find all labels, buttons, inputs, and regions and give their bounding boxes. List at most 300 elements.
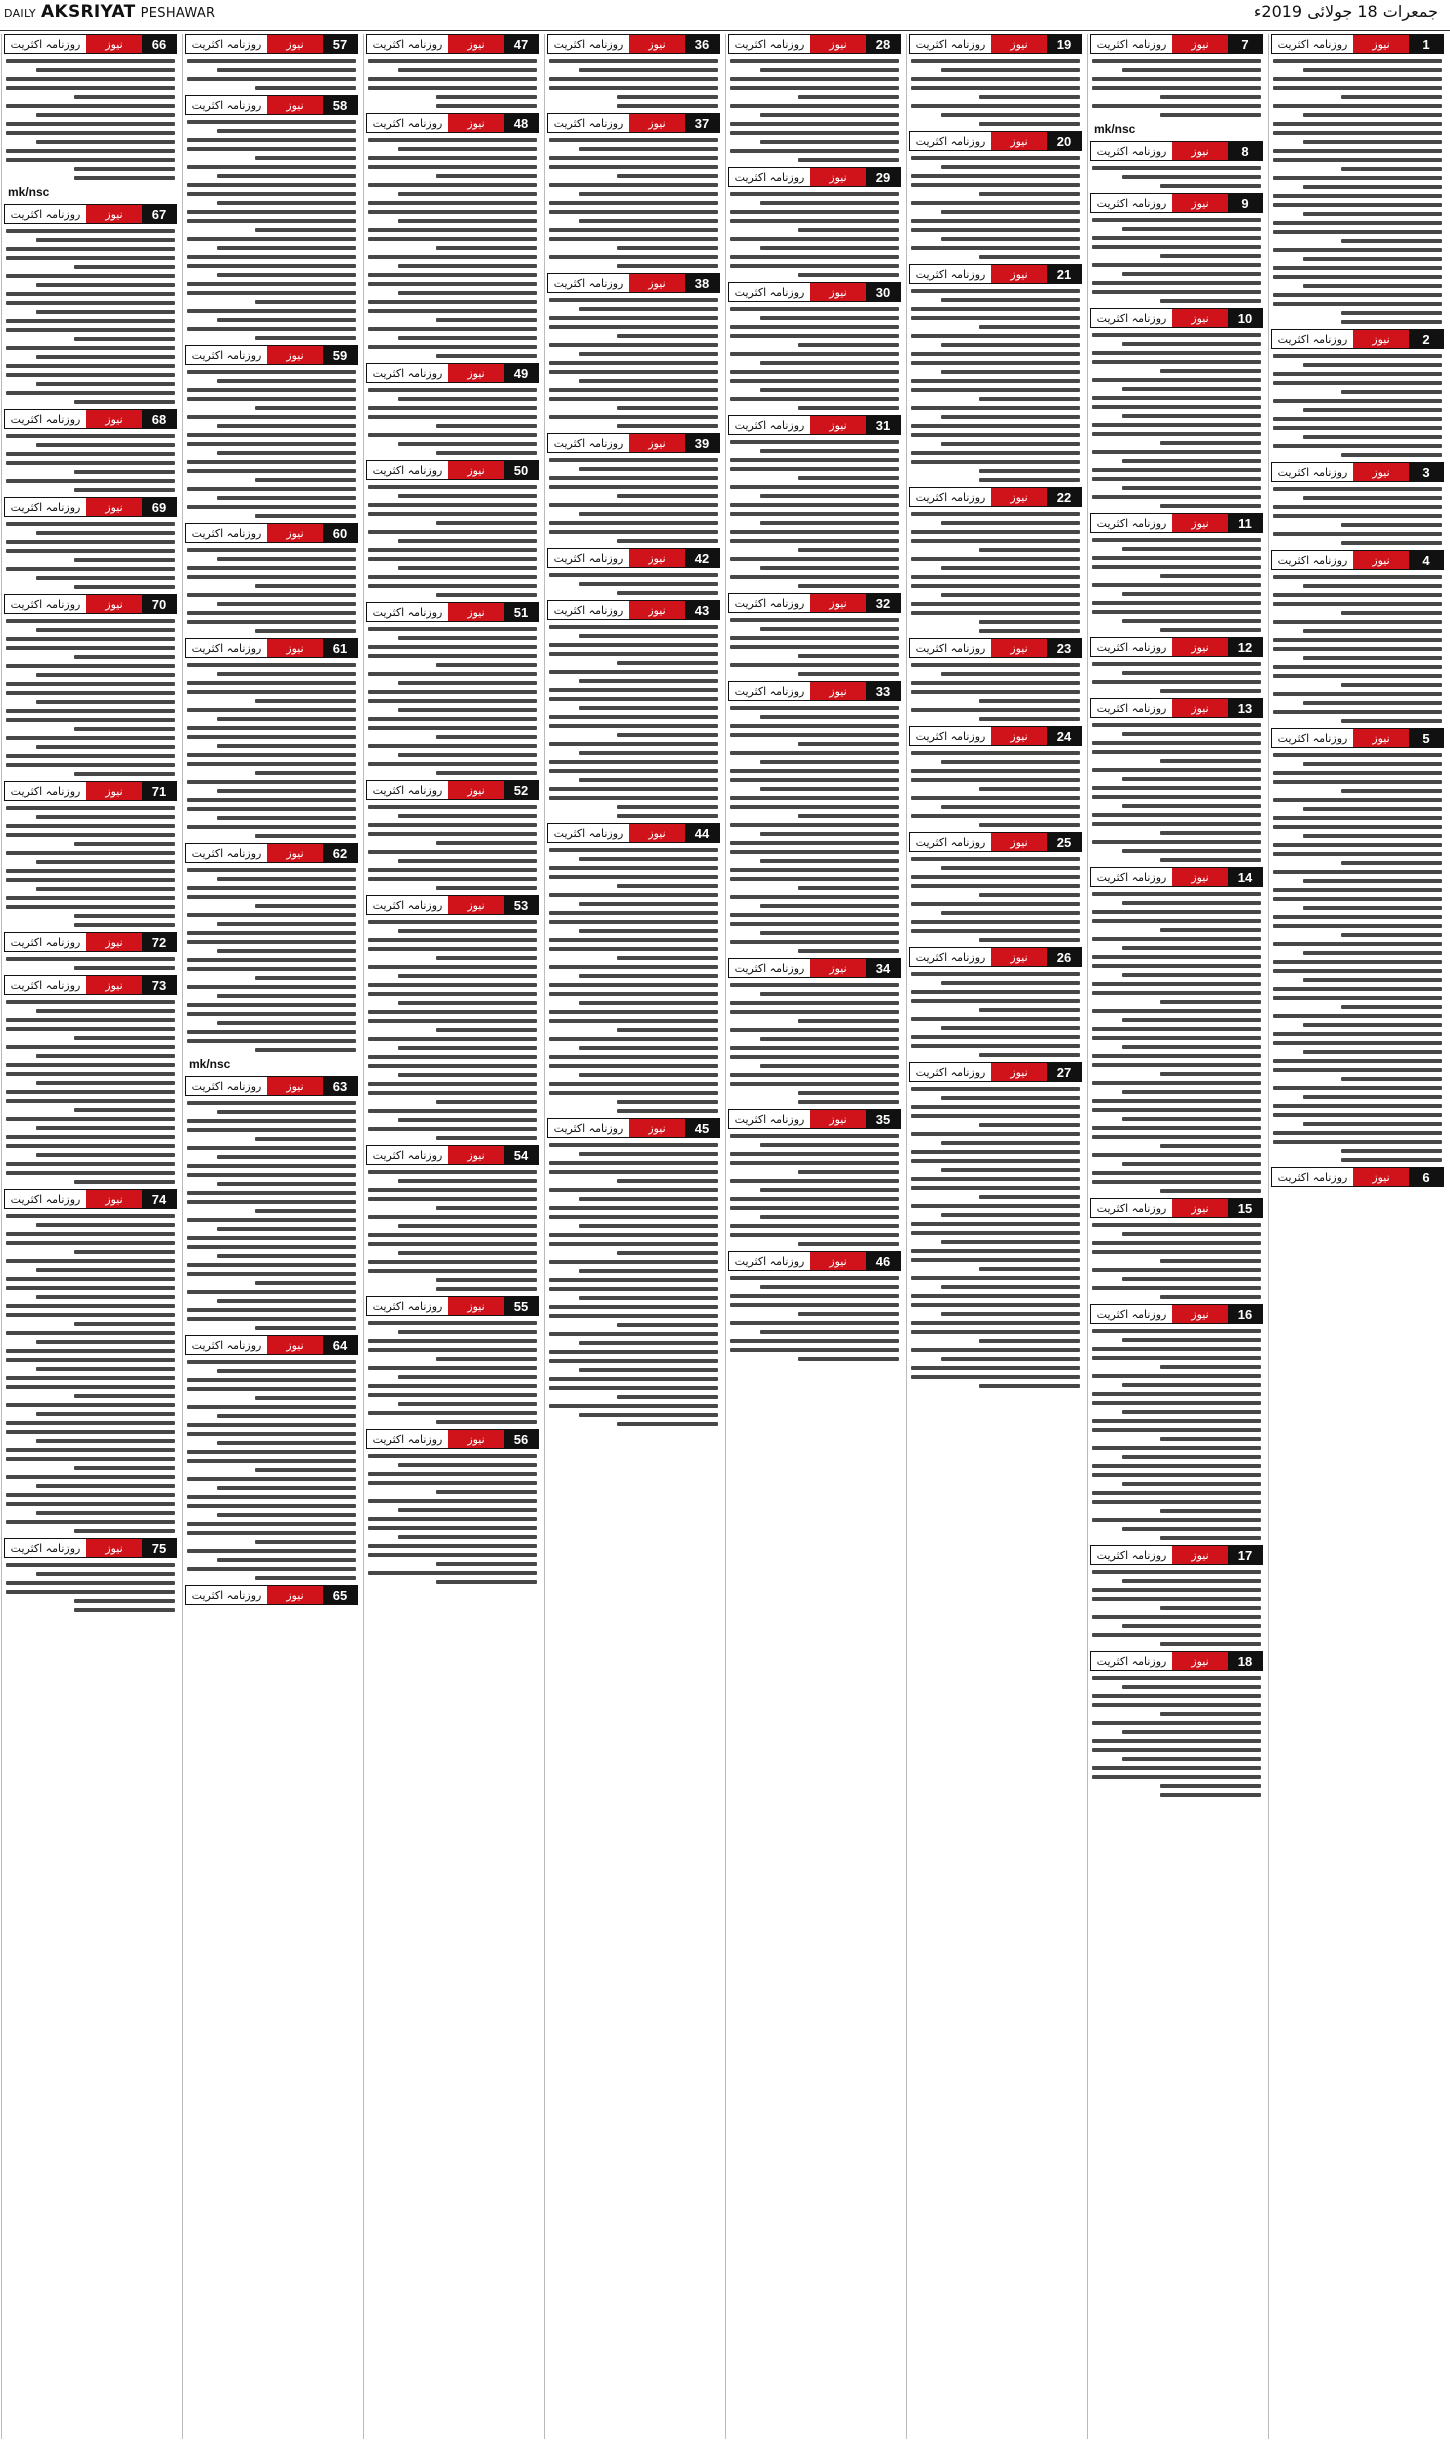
text-line bbox=[941, 866, 1080, 870]
text-line bbox=[74, 1529, 175, 1533]
text-line bbox=[74, 1599, 175, 1603]
news-item-number: 23 bbox=[1047, 639, 1081, 657]
text-line bbox=[1092, 723, 1261, 727]
text-line bbox=[368, 575, 537, 579]
news-item-body bbox=[728, 706, 901, 953]
text-line bbox=[1160, 1295, 1261, 1299]
text-line bbox=[217, 557, 356, 561]
text-line bbox=[798, 1091, 899, 1095]
text-line bbox=[436, 1580, 537, 1584]
text-line bbox=[1122, 1090, 1261, 1094]
news-item-body bbox=[4, 434, 177, 492]
text-line bbox=[368, 1127, 537, 1131]
text-line bbox=[760, 760, 899, 764]
text-line bbox=[979, 620, 1080, 624]
news-item bbox=[185, 638, 358, 838]
news-item-body bbox=[1090, 1570, 1263, 1646]
text-line bbox=[6, 301, 175, 305]
text-line bbox=[1160, 1784, 1261, 1788]
news-item-header bbox=[185, 95, 358, 115]
news-item bbox=[909, 34, 1082, 126]
agency-label: روزنامہ اکثریت bbox=[915, 729, 986, 743]
news-item bbox=[366, 113, 539, 358]
text-line bbox=[730, 1206, 899, 1210]
news-tag: نیوز bbox=[810, 283, 866, 301]
news-item-number: 70 bbox=[142, 595, 176, 613]
text-line bbox=[798, 742, 899, 746]
text-line bbox=[549, 1233, 718, 1237]
text-line bbox=[911, 352, 1080, 356]
text-line bbox=[760, 931, 899, 935]
text-line bbox=[730, 778, 899, 782]
news-item-body bbox=[1090, 538, 1263, 632]
text-line bbox=[255, 834, 356, 838]
news-item-header bbox=[366, 460, 539, 480]
text-line bbox=[798, 1357, 899, 1361]
text-line bbox=[730, 1010, 899, 1014]
text-line bbox=[6, 461, 175, 465]
news-tag: نیوز bbox=[810, 1110, 866, 1128]
text-line bbox=[74, 1036, 175, 1040]
news-tag: نیوز bbox=[1353, 551, 1409, 569]
agency-label: روزنامہ اکثریت bbox=[10, 597, 81, 611]
text-line bbox=[979, 192, 1080, 196]
text-line bbox=[730, 192, 899, 196]
text-line bbox=[1092, 1054, 1261, 1058]
news-tag: نیوز bbox=[267, 1077, 323, 1095]
text-line bbox=[760, 1143, 899, 1147]
text-line bbox=[1273, 221, 1442, 225]
news-tag: نیوز bbox=[991, 727, 1047, 745]
news-item-number: 56 bbox=[504, 1430, 538, 1448]
agency-label: روزنامہ اکثریت bbox=[734, 684, 805, 698]
text-line bbox=[1122, 272, 1261, 276]
text-line bbox=[217, 1486, 356, 1490]
text-line bbox=[436, 104, 537, 108]
text-line bbox=[36, 1439, 175, 1443]
text-line bbox=[549, 1332, 718, 1336]
news-item bbox=[4, 975, 177, 1184]
text-line bbox=[255, 478, 356, 482]
text-line bbox=[398, 753, 537, 757]
news-tag: نیوز bbox=[448, 896, 504, 914]
news-tag: نیوز bbox=[991, 35, 1047, 53]
news-item-number: 69 bbox=[142, 498, 176, 516]
text-line bbox=[217, 877, 356, 881]
news-item-number: 63 bbox=[323, 1077, 357, 1095]
text-line bbox=[911, 1366, 1080, 1370]
text-line bbox=[760, 140, 899, 144]
text-line bbox=[398, 336, 537, 340]
text-line bbox=[1092, 1721, 1261, 1725]
text-line bbox=[6, 479, 175, 483]
text-line bbox=[1122, 946, 1261, 950]
text-line bbox=[436, 1420, 537, 1424]
text-line bbox=[911, 59, 1080, 63]
text-line bbox=[368, 1037, 537, 1041]
news-item bbox=[547, 273, 720, 428]
agency-label: روزنامہ اکثریت bbox=[1277, 465, 1348, 479]
text-line bbox=[1160, 95, 1261, 99]
news-item bbox=[547, 548, 720, 595]
text-line bbox=[1092, 1329, 1261, 1333]
text-line bbox=[1092, 1491, 1261, 1495]
text-line bbox=[1341, 789, 1442, 793]
news-tag: نیوز bbox=[1172, 1652, 1228, 1670]
text-line bbox=[549, 1242, 718, 1246]
text-line bbox=[1092, 840, 1261, 844]
text-line bbox=[6, 1241, 175, 1245]
text-line bbox=[255, 771, 356, 775]
text-line bbox=[579, 512, 718, 516]
news-item-number: 4 bbox=[1409, 551, 1443, 569]
text-line bbox=[730, 325, 899, 329]
text-line bbox=[36, 1484, 175, 1488]
text-line bbox=[187, 433, 356, 437]
news-item-header bbox=[1090, 308, 1263, 328]
text-line bbox=[579, 352, 718, 356]
news-tag: نیوز bbox=[629, 601, 685, 619]
text-line bbox=[398, 1463, 537, 1467]
news-item-header bbox=[547, 34, 720, 54]
text-line bbox=[255, 1209, 356, 1213]
text-line bbox=[1160, 1712, 1261, 1716]
text-line bbox=[549, 86, 718, 90]
text-line bbox=[1303, 807, 1442, 811]
text-line bbox=[255, 228, 356, 232]
news-item-number: 7 bbox=[1228, 35, 1262, 53]
text-line bbox=[368, 433, 537, 437]
text-line bbox=[6, 833, 175, 837]
text-line bbox=[941, 981, 1080, 985]
text-line bbox=[911, 460, 1080, 464]
text-line bbox=[217, 672, 356, 676]
text-line bbox=[730, 895, 899, 899]
text-line bbox=[36, 1367, 175, 1371]
text-line bbox=[1092, 1739, 1261, 1743]
news-item-header bbox=[366, 1296, 539, 1316]
text-line bbox=[911, 857, 1080, 861]
text-line bbox=[1122, 1579, 1261, 1583]
text-line bbox=[1092, 1099, 1261, 1103]
text-line bbox=[941, 113, 1080, 117]
news-item-body bbox=[547, 298, 720, 428]
news-item bbox=[1090, 637, 1263, 693]
text-line bbox=[368, 584, 537, 588]
text-line bbox=[941, 237, 1080, 241]
text-line bbox=[368, 1188, 537, 1192]
text-line bbox=[74, 1608, 175, 1612]
news-tag: نیوز bbox=[1353, 35, 1409, 53]
news-item-number: 3 bbox=[1409, 463, 1443, 481]
text-line bbox=[6, 319, 175, 323]
text-line bbox=[549, 643, 718, 647]
text-line bbox=[1273, 674, 1442, 678]
text-line bbox=[368, 156, 537, 160]
text-line bbox=[255, 156, 356, 160]
text-line bbox=[187, 1477, 356, 1481]
text-line bbox=[6, 754, 175, 758]
text-line bbox=[187, 165, 356, 169]
text-line bbox=[217, 744, 356, 748]
news-item bbox=[547, 433, 720, 543]
text-line bbox=[617, 174, 718, 178]
text-line bbox=[36, 1081, 175, 1085]
text-line bbox=[187, 327, 356, 331]
text-line bbox=[368, 850, 537, 854]
text-line bbox=[549, 760, 718, 764]
text-line bbox=[368, 717, 537, 721]
text-line bbox=[1303, 68, 1442, 72]
news-item-header bbox=[4, 1538, 177, 1558]
text-line bbox=[549, 866, 718, 870]
text-line bbox=[6, 104, 175, 108]
text-line bbox=[911, 929, 1080, 933]
text-line bbox=[1092, 351, 1261, 355]
news-column bbox=[725, 34, 903, 2439]
agency-label: روزنامہ اکثریت bbox=[372, 898, 443, 912]
text-line bbox=[549, 183, 718, 187]
text-line bbox=[941, 370, 1080, 374]
text-line bbox=[74, 167, 175, 171]
text-line bbox=[36, 283, 175, 287]
text-line bbox=[1092, 1676, 1261, 1680]
text-line bbox=[217, 246, 356, 250]
text-line bbox=[911, 584, 1080, 588]
text-line bbox=[1092, 1009, 1261, 1013]
text-line bbox=[1303, 185, 1442, 189]
news-item-header bbox=[909, 947, 1082, 967]
news-item-header bbox=[366, 602, 539, 622]
text-line bbox=[36, 860, 175, 864]
text-line bbox=[730, 485, 899, 489]
text-line bbox=[6, 869, 175, 873]
news-item-number: 44 bbox=[685, 824, 719, 842]
text-line bbox=[549, 237, 718, 241]
text-line bbox=[187, 895, 356, 899]
news-item-body bbox=[4, 1000, 177, 1184]
text-line bbox=[730, 645, 899, 649]
news-item-body bbox=[366, 920, 539, 1140]
text-line bbox=[255, 1540, 356, 1544]
text-line bbox=[6, 434, 175, 438]
text-line bbox=[187, 487, 356, 491]
news-item bbox=[547, 600, 720, 818]
text-line bbox=[1303, 363, 1442, 367]
text-line bbox=[368, 965, 537, 969]
text-line bbox=[6, 1457, 175, 1461]
text-line bbox=[549, 1091, 718, 1095]
text-line bbox=[760, 246, 899, 250]
text-line bbox=[6, 1277, 175, 1281]
agency-label: روزنامہ اکثریت bbox=[372, 783, 443, 797]
text-line bbox=[1303, 257, 1442, 261]
text-line bbox=[549, 670, 718, 674]
text-line bbox=[1092, 1171, 1261, 1175]
text-line bbox=[6, 149, 175, 153]
text-line bbox=[1092, 1081, 1261, 1085]
text-line bbox=[74, 95, 175, 99]
text-line bbox=[549, 893, 718, 897]
text-line bbox=[217, 1182, 356, 1186]
news-item-number: 11 bbox=[1228, 514, 1262, 532]
text-line bbox=[1303, 584, 1442, 588]
text-line bbox=[911, 902, 1080, 906]
text-line bbox=[1092, 333, 1261, 337]
text-line bbox=[6, 709, 175, 713]
text-line bbox=[617, 539, 718, 543]
text-line bbox=[798, 476, 899, 480]
text-line bbox=[36, 1223, 175, 1227]
text-line bbox=[1273, 1113, 1442, 1117]
text-line bbox=[911, 690, 1080, 694]
agency-label: روزنامہ اکثریت bbox=[1277, 332, 1348, 346]
news-item-body bbox=[909, 156, 1082, 259]
text-line bbox=[187, 1128, 356, 1132]
text-line bbox=[187, 1164, 356, 1168]
text-line bbox=[1092, 583, 1261, 587]
text-line bbox=[760, 1285, 899, 1289]
news-tag: نیوز bbox=[629, 114, 685, 132]
text-line bbox=[1122, 1410, 1261, 1414]
text-line bbox=[617, 104, 718, 108]
text-line bbox=[398, 291, 537, 295]
agency-label: روزنامہ اکثریت bbox=[372, 37, 443, 51]
agency-label: روزنامہ اکثریت bbox=[191, 348, 262, 362]
text-line bbox=[730, 131, 899, 135]
news-item-number: 25 bbox=[1047, 833, 1081, 851]
text-line bbox=[730, 940, 899, 944]
text-line bbox=[549, 1386, 718, 1390]
text-line bbox=[436, 246, 537, 250]
news-item-body bbox=[185, 370, 358, 518]
text-line bbox=[549, 388, 718, 392]
text-line bbox=[1273, 1131, 1442, 1135]
news-item-number: 5 bbox=[1409, 729, 1443, 747]
text-line bbox=[36, 1572, 175, 1576]
agency-label: روزنامہ اکثریت bbox=[734, 1112, 805, 1126]
text-line bbox=[368, 1526, 537, 1530]
text-line bbox=[617, 1251, 718, 1255]
text-line bbox=[730, 1197, 899, 1201]
news-tag: نیوز bbox=[991, 948, 1047, 966]
news-item-number: 62 bbox=[323, 844, 357, 862]
text-line bbox=[549, 201, 718, 205]
agency-label: روزنامہ اکثریت bbox=[10, 207, 81, 221]
text-line bbox=[6, 1349, 175, 1353]
text-line bbox=[1092, 955, 1261, 959]
news-item-number: 71 bbox=[142, 782, 176, 800]
text-line bbox=[549, 397, 718, 401]
news-item-number: 49 bbox=[504, 364, 538, 382]
news-tag: نیوز bbox=[86, 1539, 142, 1557]
text-line bbox=[1273, 417, 1442, 421]
agency-label: روزنامہ اکثریت bbox=[915, 641, 986, 655]
text-line bbox=[1092, 982, 1261, 986]
news-item bbox=[185, 95, 358, 340]
text-line bbox=[368, 832, 537, 836]
agency-label: روزنامہ اکثریت bbox=[553, 37, 624, 51]
text-line bbox=[74, 400, 175, 404]
text-line bbox=[549, 1143, 718, 1147]
text-line bbox=[36, 1268, 175, 1272]
text-line bbox=[1092, 1703, 1261, 1707]
text-line bbox=[911, 575, 1080, 579]
news-item-number: 42 bbox=[685, 549, 719, 567]
text-line bbox=[579, 778, 718, 782]
text-line bbox=[1122, 1685, 1261, 1689]
text-line bbox=[730, 1179, 899, 1183]
text-line bbox=[1122, 387, 1261, 391]
text-line bbox=[368, 1472, 537, 1476]
text-line bbox=[617, 406, 718, 410]
text-line bbox=[368, 1517, 537, 1521]
text-line bbox=[1092, 1063, 1261, 1067]
text-line bbox=[6, 77, 175, 81]
text-line bbox=[911, 1186, 1080, 1190]
agency-label: روزنامہ اکثریت bbox=[553, 1121, 624, 1135]
text-line bbox=[398, 636, 537, 640]
text-line bbox=[617, 95, 718, 99]
text-line bbox=[1341, 1077, 1442, 1081]
news-item-number: 65 bbox=[323, 1586, 357, 1604]
text-line bbox=[1092, 263, 1261, 267]
text-line bbox=[911, 539, 1080, 543]
news-item-number: 52 bbox=[504, 781, 538, 799]
text-line bbox=[217, 1414, 356, 1418]
news-column bbox=[363, 34, 541, 2439]
news-item-body bbox=[366, 59, 539, 108]
text-line bbox=[911, 379, 1080, 383]
text-line bbox=[911, 289, 1080, 293]
text-line bbox=[798, 814, 899, 818]
text-line bbox=[1122, 732, 1261, 736]
text-line bbox=[911, 307, 1080, 311]
text-line bbox=[368, 503, 537, 507]
text-line bbox=[549, 1260, 718, 1264]
news-item-number: 1 bbox=[1409, 35, 1443, 53]
text-line bbox=[1273, 381, 1442, 385]
text-line bbox=[1273, 1068, 1442, 1072]
agency-label: روزنامہ اکثریت bbox=[1096, 311, 1167, 325]
text-line bbox=[549, 77, 718, 81]
text-line bbox=[6, 1403, 175, 1407]
news-item-body bbox=[547, 138, 720, 268]
text-line bbox=[187, 1522, 356, 1526]
text-line bbox=[368, 1010, 537, 1014]
text-line bbox=[579, 1001, 718, 1005]
text-line bbox=[6, 1313, 175, 1317]
news-item-number: 55 bbox=[504, 1297, 538, 1315]
text-line bbox=[730, 796, 899, 800]
text-line bbox=[1092, 59, 1261, 63]
text-line bbox=[911, 972, 1080, 976]
news-item-header bbox=[4, 34, 177, 54]
text-line bbox=[911, 104, 1080, 108]
agency-label: روزنامہ اکثریت bbox=[10, 412, 81, 426]
text-line bbox=[798, 1242, 899, 1246]
text-line bbox=[549, 1377, 718, 1381]
text-line bbox=[1122, 414, 1261, 418]
text-line bbox=[187, 967, 356, 971]
text-line bbox=[398, 192, 537, 196]
text-line bbox=[187, 913, 356, 917]
news-item-header bbox=[1090, 34, 1263, 54]
text-line bbox=[1092, 795, 1261, 799]
text-line bbox=[1341, 683, 1442, 687]
text-line bbox=[1092, 1153, 1261, 1157]
text-line bbox=[579, 974, 718, 978]
